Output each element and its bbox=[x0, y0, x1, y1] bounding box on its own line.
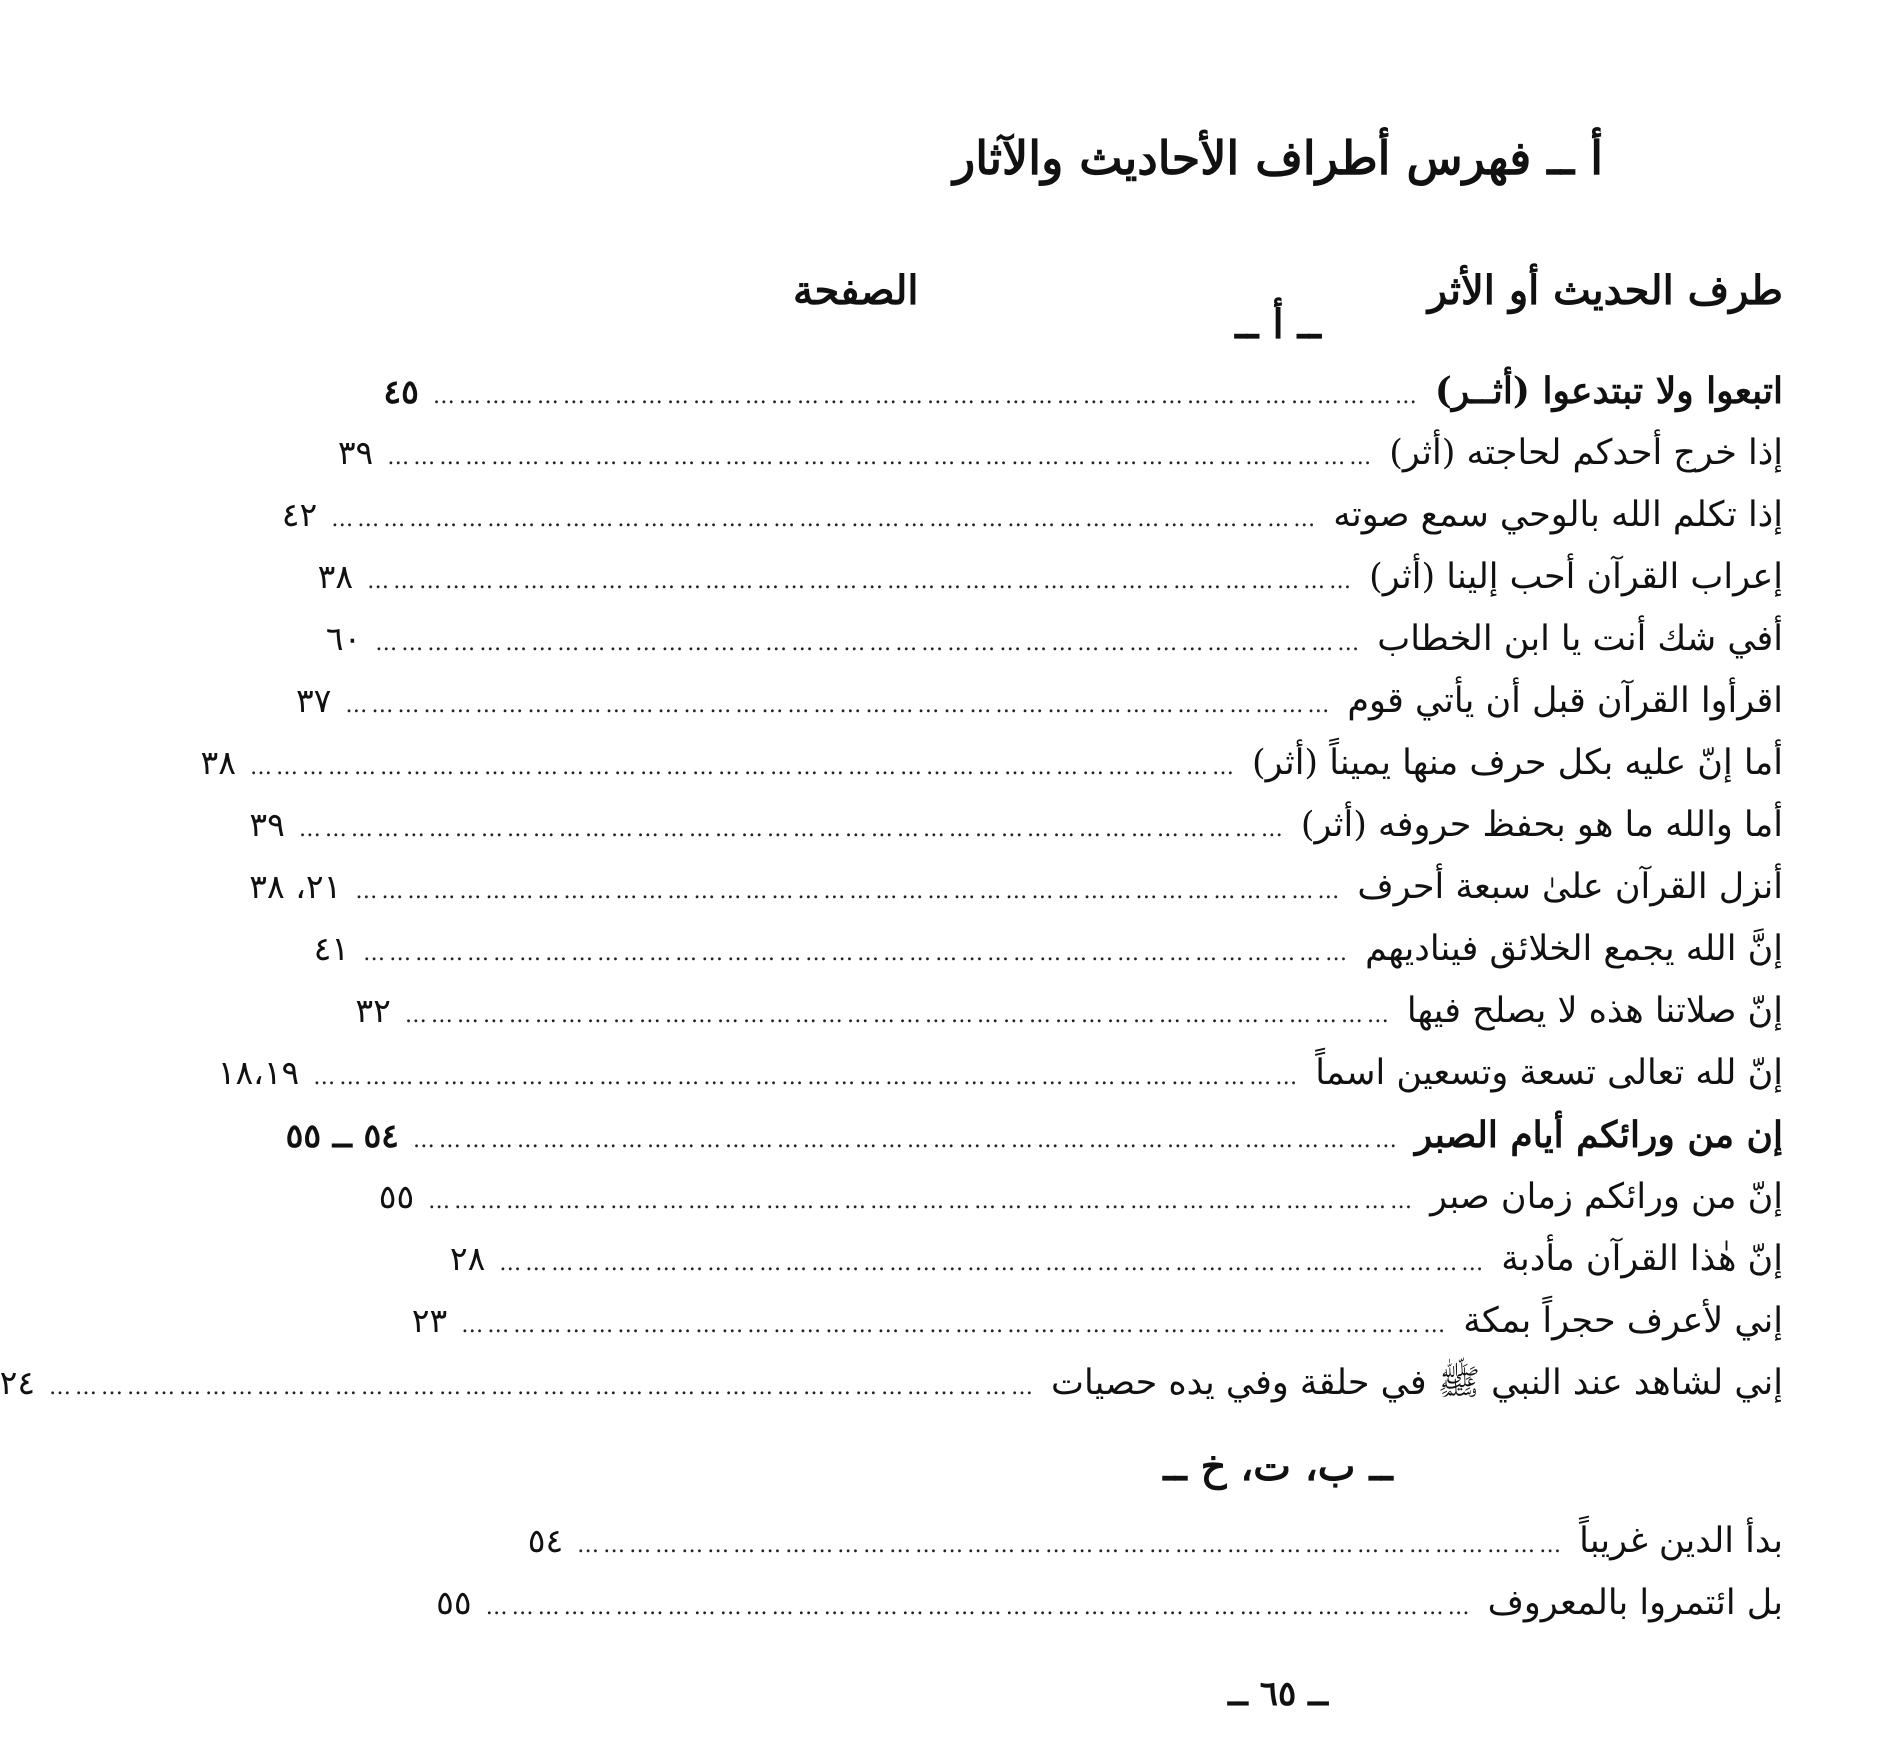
entry-text: إني لأعرف حجراً بمكة bbox=[1463, 1301, 1783, 1341]
entry-text: بدأ الدين غريباً bbox=[1579, 1521, 1783, 1561]
index-entry bbox=[200, 732, 1783, 794]
leader-dots: …………………………………………………………………………………………………… bbox=[363, 941, 1352, 966]
entry-text: بل ائتمروا بالمعروف bbox=[1487, 1583, 1783, 1623]
index-entry bbox=[378, 1166, 1783, 1228]
entry-text: أفي شك أنت يا ابن الخطاب bbox=[1377, 619, 1783, 659]
leader-dots: …………………………………………………………………………………………………… bbox=[355, 879, 1344, 904]
column-header-page: الصفحة bbox=[793, 266, 919, 314]
entry-page: ٣٨ bbox=[317, 557, 354, 596]
leader-dots: …………………………………………………………………………………………………… bbox=[345, 693, 1334, 718]
section-entries-ba-ta-kha bbox=[436, 1510, 1783, 1634]
index-entry bbox=[249, 794, 1783, 856]
entry-page: ٣٢ bbox=[355, 991, 391, 1030]
entry-page: ٦٠ bbox=[325, 619, 362, 658]
index-entry bbox=[217, 1042, 1783, 1104]
entry-page: ٢٨ bbox=[449, 1239, 486, 1278]
entry-page: ٤٢ bbox=[281, 495, 318, 534]
section-heading-alif: ــ أ ــ bbox=[1235, 301, 1321, 348]
section-heading-ba-ta-kha: ــ ب، ت، خ ــ bbox=[1163, 1443, 1393, 1490]
index-entry bbox=[355, 980, 1783, 1042]
leader-dots: …………………………………………………………………………………………………… bbox=[461, 1313, 1450, 1338]
page-number: ــ ٦٥ ــ bbox=[1227, 1674, 1329, 1714]
entry-text: أما والله ما هو بحفظ حروفه (أثر) bbox=[1300, 805, 1783, 845]
entry-text: إني لشاهد عند النبي ﷺ في حلقة وفي يده حصيات bbox=[1051, 1363, 1783, 1403]
entry-text: إنّ صلاتنا هذه لا يصلح فيها bbox=[1406, 991, 1783, 1031]
entry-text: إذا تكلم الله بالوحي سمع صوته bbox=[1333, 495, 1783, 535]
entry-page: ٥٤ ــ ٥٥ bbox=[285, 1116, 399, 1155]
entry-page: ٢٣ bbox=[411, 1301, 448, 1340]
entry-text: إن من ورائكم أيام الصبر bbox=[1414, 1114, 1783, 1156]
index-entry bbox=[285, 1104, 1783, 1166]
page-title: أ ــ فهرس أطراف الأحاديث والآثار bbox=[953, 131, 1603, 185]
leader-dots: …………………………………………………………………………………………………… bbox=[49, 1375, 1038, 1400]
index-entry bbox=[411, 1290, 1783, 1352]
entry-page: ١٨،١٩ bbox=[217, 1053, 300, 1092]
leader-dots: …………………………………………………………………………………………………… bbox=[298, 817, 1287, 842]
leader-dots: …………………………………………………………………………………………………… bbox=[331, 507, 1320, 532]
index-entry bbox=[337, 422, 1783, 484]
entry-text: اتبعوا ولا تبتدعوا (أثــر) bbox=[1434, 370, 1783, 412]
leader-dots: …………………………………………………………………………………………………… bbox=[404, 1003, 1393, 1028]
leader-dots: …………………………………………………………………………………………………… bbox=[485, 1595, 1474, 1620]
index-entry bbox=[249, 856, 1783, 918]
index-entry bbox=[325, 608, 1783, 670]
entry-page: ٤٥ bbox=[383, 372, 419, 411]
entry-text: إنّ هٰذا القرآن مأدبة bbox=[1501, 1239, 1783, 1279]
index-entry bbox=[436, 1572, 1783, 1634]
index-entry bbox=[295, 670, 1783, 732]
entry-page: ٣٨ bbox=[200, 743, 236, 782]
entry-page: ٥٥ bbox=[436, 1583, 472, 1622]
index-entry bbox=[0, 1352, 1783, 1414]
entry-page: ٣٩ bbox=[249, 805, 285, 844]
entry-text: أنزل القرآن علىٰ سبعة أحرف bbox=[1357, 867, 1783, 907]
entry-text: إذا خرج أحدكم لحاجته (أثر) bbox=[1389, 433, 1783, 473]
leader-dots: …………………………………………………………………………………………………… bbox=[375, 631, 1364, 656]
section-entries-alif bbox=[0, 360, 1783, 1414]
index-entry bbox=[383, 360, 1783, 422]
leader-dots: …………………………………………………………………………………………………… bbox=[387, 445, 1376, 470]
leader-dots: …………………………………………………………………………………………………… bbox=[313, 1065, 1302, 1090]
index-entry bbox=[527, 1510, 1783, 1572]
entry-page: ٣٧ bbox=[295, 681, 332, 720]
index-entry bbox=[281, 484, 1783, 546]
entry-text: اقرأوا القرآن قبل أن يأتي قوم bbox=[1347, 681, 1783, 721]
entry-text: إنّ لله تعالى تسعة وتسعين اسماً bbox=[1315, 1053, 1783, 1093]
leader-dots: …………………………………………………………………………………………………… bbox=[428, 1189, 1417, 1214]
index-entry bbox=[449, 1228, 1783, 1290]
index-entry bbox=[317, 546, 1783, 608]
leader-dots: …………………………………………………………………………………………………… bbox=[412, 1128, 1401, 1153]
leader-dots: …………………………………………………………………………………………………… bbox=[577, 1533, 1566, 1558]
entry-page: ٢١، ٣٨ bbox=[249, 867, 342, 906]
entry-text: إعراب القرآن أحب إلينا (أثر) bbox=[1369, 557, 1783, 597]
entry-page: ٣٩ bbox=[337, 433, 374, 472]
entry-text: أما إنّ عليه بكل حرف منها يميناً (أثر) bbox=[1252, 743, 1783, 783]
leader-dots: …………………………………………………………………………………………………… bbox=[367, 569, 1356, 594]
entry-page: ٢٤ bbox=[0, 1363, 36, 1402]
entry-page: ٤١ bbox=[313, 929, 350, 968]
entry-text: إنّ من ورائكم زمان صبر bbox=[1430, 1177, 1783, 1217]
leader-dots: …………………………………………………………………………………………………… bbox=[432, 384, 1421, 409]
entry-text: إنَّ الله يجمع الخلائق فيناديهم bbox=[1365, 929, 1783, 969]
entry-page: ٥٤ bbox=[527, 1521, 564, 1560]
entry-page: ٥٥ bbox=[378, 1177, 415, 1216]
column-header-hadith: طرف الحديث أو الأثر bbox=[1427, 266, 1783, 314]
index-entry bbox=[313, 918, 1783, 980]
leader-dots: …………………………………………………………………………………………………… bbox=[250, 755, 1238, 780]
leader-dots: …………………………………………………………………………………………………… bbox=[499, 1251, 1488, 1276]
